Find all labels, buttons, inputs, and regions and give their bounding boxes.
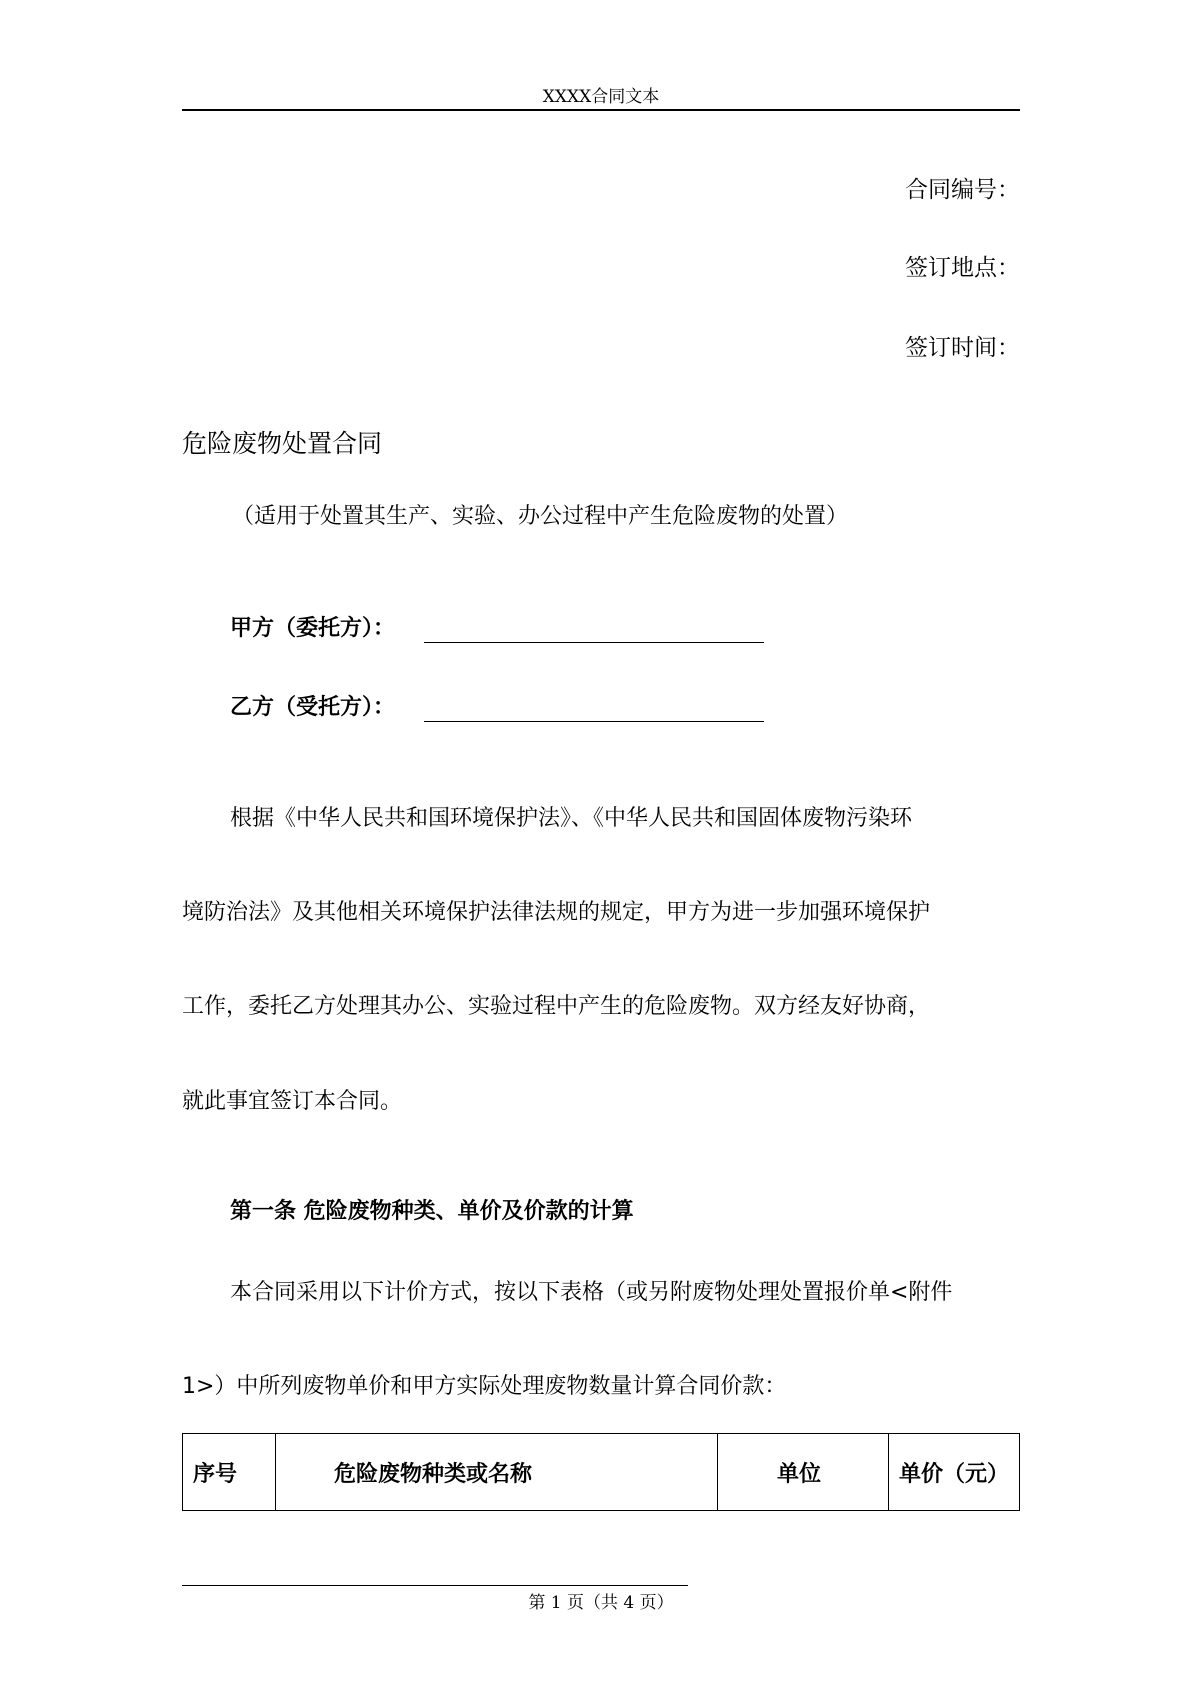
party-a-blank-line bbox=[424, 642, 764, 643]
article-1-line: 1>）中所列废物单价和甲方实际处理废物数量计算合同价款： bbox=[182, 1374, 787, 1399]
document-title: 危险废物处置合同 bbox=[182, 429, 383, 458]
table-header-cell: 单位 bbox=[718, 1434, 889, 1511]
table-header-cell: 危险废物种类或名称 bbox=[276, 1434, 718, 1511]
sign-time-label: 签订时间： bbox=[905, 335, 1020, 361]
sign-place-label: 签订地点： bbox=[905, 255, 1020, 281]
article-1-line: 本合同采用以下计价方式，按以下表格（或另附废物处理处置报价单<附件 bbox=[230, 1280, 953, 1305]
footer-rule bbox=[182, 1585, 688, 1586]
intro-line: 根据《中华人民共和国环境保护法》、《中华人民共和国固体废物污染环 bbox=[230, 806, 913, 831]
document-subtitle: （适用于处置其生产、实验、办公过程中产生危险废物的处置） bbox=[232, 504, 849, 529]
intro-line: 境防治法》及其他相关环境保护法律法规的规定，甲方为进一步加强环境保护 bbox=[182, 900, 931, 925]
intro-line: 就此事宜签订本合同。 bbox=[182, 1089, 403, 1114]
header-rule bbox=[182, 109, 1020, 111]
party-b-blank-line bbox=[424, 721, 764, 722]
party-a-label: 甲方（委托方）： bbox=[230, 616, 396, 641]
intro-line: 工作，委托乙方处理其办公、实验过程中产生的危险废物。双方经友好协商， bbox=[182, 994, 931, 1019]
table-header-cell: 序号 bbox=[183, 1434, 276, 1511]
article-1-title: 第一条 危险废物种类、单价及价款的计算 bbox=[230, 1199, 634, 1224]
table-header-row bbox=[183, 1434, 1020, 1511]
contract-number-label: 合同编号： bbox=[905, 177, 1020, 203]
fee-table bbox=[182, 1433, 1020, 1511]
party-b-label: 乙方（受托方）： bbox=[230, 695, 396, 720]
table-header-cell: 单价（元） bbox=[889, 1434, 1020, 1511]
page-header: XXXX合同文本 bbox=[542, 87, 660, 107]
page-footer: 第 1 页（共 4 页） bbox=[528, 1593, 674, 1613]
